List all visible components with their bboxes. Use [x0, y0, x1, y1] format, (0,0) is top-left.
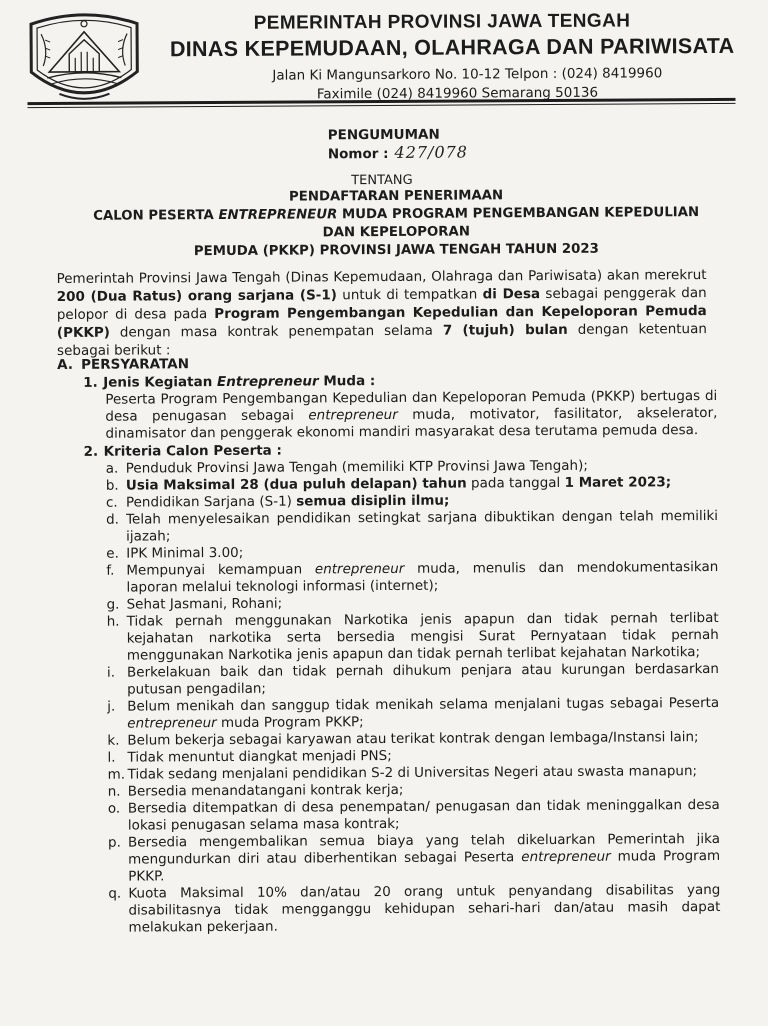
- letterhead-agency: DINAS KEPEMUDAAN, OLAHRAGA DAN PARIWISATA: [169, 33, 735, 62]
- subject-line-1: PENDAFTARAN PENERIMAAN: [288, 188, 504, 205]
- announcement-number: [328, 143, 468, 163]
- criterion-g: g. Sehat Jasmani, Rohani;: [106, 595, 283, 613]
- requirements-section: [57, 353, 721, 937]
- criterion-j: j. Belum menikah dan sanggup tidak menikah selama menjalani tugas sebagai Peserta entrepreneur muda Program PKKP;: [107, 694, 720, 732]
- letterhead: [147, 10, 748, 104]
- criterion-p: p. Bersedia mengembalikan semua biaya yang telah dikeluarkan Pemerintah jika mengundurkan diri atau diberhentikan sebagai Peserta entrepreneur muda Program PKKP.: [107, 830, 721, 885]
- intro-paragraph: Pemerintah Provinsi Jawa Tengah (Dinas Kepemudaan, Olahraga dan Pariwisata) akan merekrut 200 (Dua Ratus) orang sarjana (S-1) untuk di tempatkan di Desa sebagai penggerak dan pelopor di desa pada Program Pengembangan Kepedulian dan Kepeloporan Pemuda (PKKP) dengan masa kontrak penempatan selama 7 (tujuh) bulan dengan ketentuan sebagai berikut :: [56, 267, 707, 359]
- criterion-b: b. Usia Maksimal 28 (dua puluh delapan) tahun pada tanggal 1 Maret 2023;: [105, 474, 672, 494]
- tentang-label: TENTANG: [351, 172, 413, 189]
- item-2-heading: 2. Kriteria Calon Peserta :: [83, 442, 282, 460]
- announcement-title: PENGUMUMAN: [327, 126, 440, 144]
- criterion-c: c. Pendidikan Sarjana (S-1) semua disiplin ilmu;: [105, 492, 450, 511]
- jawa-tengah-emblem: [25, 9, 144, 110]
- criterion-d: d. Telah menyelesaikan pendidikan setingkat sarjana dibuktikan dengan telah memiliki ijazah;: [105, 507, 719, 545]
- letterhead-government: PEMERINTAH PROVINSI JAWA TENGAH: [253, 10, 631, 34]
- subject-line-4: PEMUDA (PKKP) PROVINSI JAWA TENGAH TAHUN 2023: [193, 241, 599, 260]
- criterion-o: o. Bersedia ditempatkan di desa penempatan/ penugasan dan tidak meninggalkan desa lokasi penugasan selama masa kontrak;: [107, 796, 720, 834]
- nomor-label: Nomor :: [327, 145, 389, 163]
- item-1-body: Peserta Program Pengembangan Kepedulian dan Kepeloporan Pemuda (PKKP) bertugas di desa penugasan sebagai entrepreneur muda, motivator, fasilitator, akselerator, dinamisator dan penggerak ekonomi mandiri masyarakat desa terutama pemuda desa.: [105, 387, 718, 442]
- criterion-l: l. Tidak menuntut diangkat menjadi PNS;: [107, 747, 392, 766]
- criterion-k: k. Belum bekerja sebagai karyawan atau terikat kontrak dengan lembaga/Instansi lain;: [107, 729, 699, 749]
- criterion-e: e. IPK Minimal 3.00;: [106, 544, 244, 562]
- nomor-value: 427/078: [394, 142, 469, 162]
- item-1-heading: 1. Jenis Kegiatan Entrepreneur Muda :: [83, 373, 376, 391]
- subject-line-2: CALON PESERTA ENTREPRENEUR MUDA PROGRAM PENGEMBANGAN KEPEDULIAN: [93, 205, 700, 224]
- subject-line-3: DAN KEPELOPORAN: [322, 224, 470, 241]
- subject-title: [46, 186, 746, 262]
- criterion-f: f. Mempunyai kemampuan entrepreneur muda, menulis dan mendokumentasikan laporan melalui teknologi informasi (internet);: [106, 558, 719, 596]
- criterion-n: n. Bersedia menandatangani kontrak kerja;: [107, 781, 404, 800]
- letterhead-fax: Faximile (024) 8419960 Semarang 50136: [316, 84, 599, 103]
- letterhead-address: Jalan Ki Mangunsarkoro No. 10-12 Telpon : (024) 8419960: [272, 65, 663, 84]
- announcement-heading: [328, 125, 468, 163]
- criterion-h: h. Tidak pernah menggunakan Narkotika jenis apapun dan tidak pernah terlibat kejahatan narkotika serta bersedia mengisi Surat Pernyataan tidak pernah menggunakan Narkotika jenis apapun dan tidak pernah terlibat kejahatan Narkotika;: [106, 609, 719, 664]
- criterion-a: a. Penduduk Provinsi Jawa Tengah (memiliki KTP Provinsi Jawa Tengah);: [105, 457, 588, 477]
- criterion-i: i. Berkelakuan baik dan tidak pernah dihukum penjara atau kurungan berdasarkan putusan pengadilan;: [106, 660, 720, 698]
- criterion-q: q. Kuota Maksimal 10% dan/atau 20 orang untuk penyandang disabilitas yang disabilitasnya tidak mengganggu kehidupan sehari-hari dan/atau masih dapat melakukan pekerjaan.: [108, 881, 721, 936]
- criterion-m: m. Tidak sedang menjalani pendidikan S-2 di Universitas Negeri atau swasta manapun;: [107, 763, 698, 783]
- section-a-heading: A. PERSYARATAN: [57, 356, 190, 373]
